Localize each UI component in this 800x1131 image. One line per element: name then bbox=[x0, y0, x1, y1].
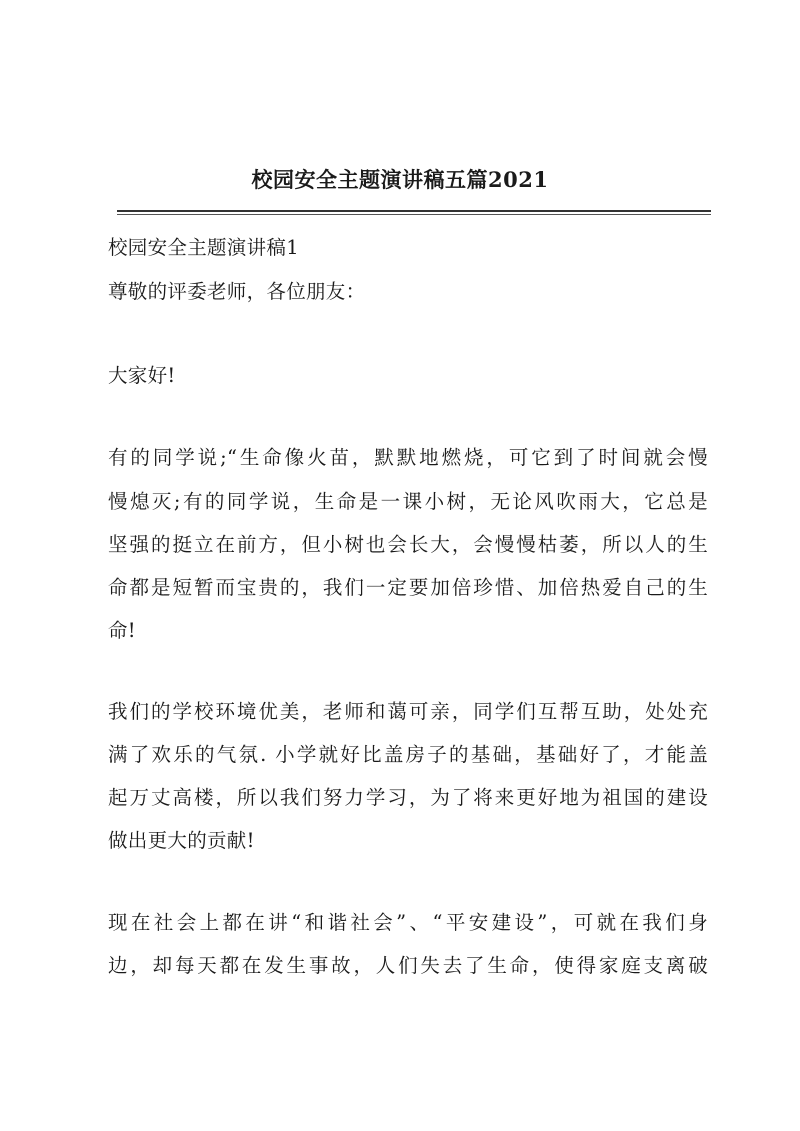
section-heading: 校园安全主题演讲稿1 bbox=[108, 236, 299, 259]
paragraph-1-line: 有的同学说;“生命像火苗，默默地燃烧，可它到了时间就会慢 bbox=[108, 446, 708, 469]
salutation: 尊敬的评委老师，各位朋友： bbox=[108, 280, 366, 303]
paragraph-2-line: 我们的学校环境优美，老师和蔼可亲，同学们互帮互助，处处充 bbox=[108, 700, 708, 723]
greeting: 大家好! bbox=[108, 364, 176, 387]
paragraph-1-line: 坚强的挺立在前方，但小树也会长大，会慢慢枯萎，所以人的生 bbox=[108, 533, 708, 556]
paragraph-2-line: 满了欢乐的气氛. 小学就好比盖房子的基础，基础好了，才能盖 bbox=[108, 743, 708, 766]
title-divider bbox=[117, 210, 711, 212]
document-title: 校园安全主题演讲稿五篇2021 bbox=[251, 167, 549, 192]
paragraph-1-line: 命都是短暂而宝贵的，我们一定要加倍珍惜、加倍热爱自己的生 bbox=[108, 576, 708, 599]
paragraph-1-line: 命! bbox=[108, 619, 136, 642]
paragraph-3-line: 边，却每天都在发生事故，人们失去了生命，使得家庭支离破 bbox=[108, 954, 708, 977]
paragraph-1-line: 慢熄灭;有的同学说，生命是一课小树，无论风吹雨大，它总是 bbox=[108, 490, 708, 513]
paragraph-2-line: 做出更大的贡献! bbox=[108, 829, 255, 852]
paragraph-2-line: 起万丈高楼，所以我们努力学习，为了将来更好地为祖国的建设 bbox=[108, 786, 708, 809]
paragraph-3-line: 现在社会上都在讲“和谐社会”、“平安建设”，可就在我们身 bbox=[108, 911, 708, 934]
